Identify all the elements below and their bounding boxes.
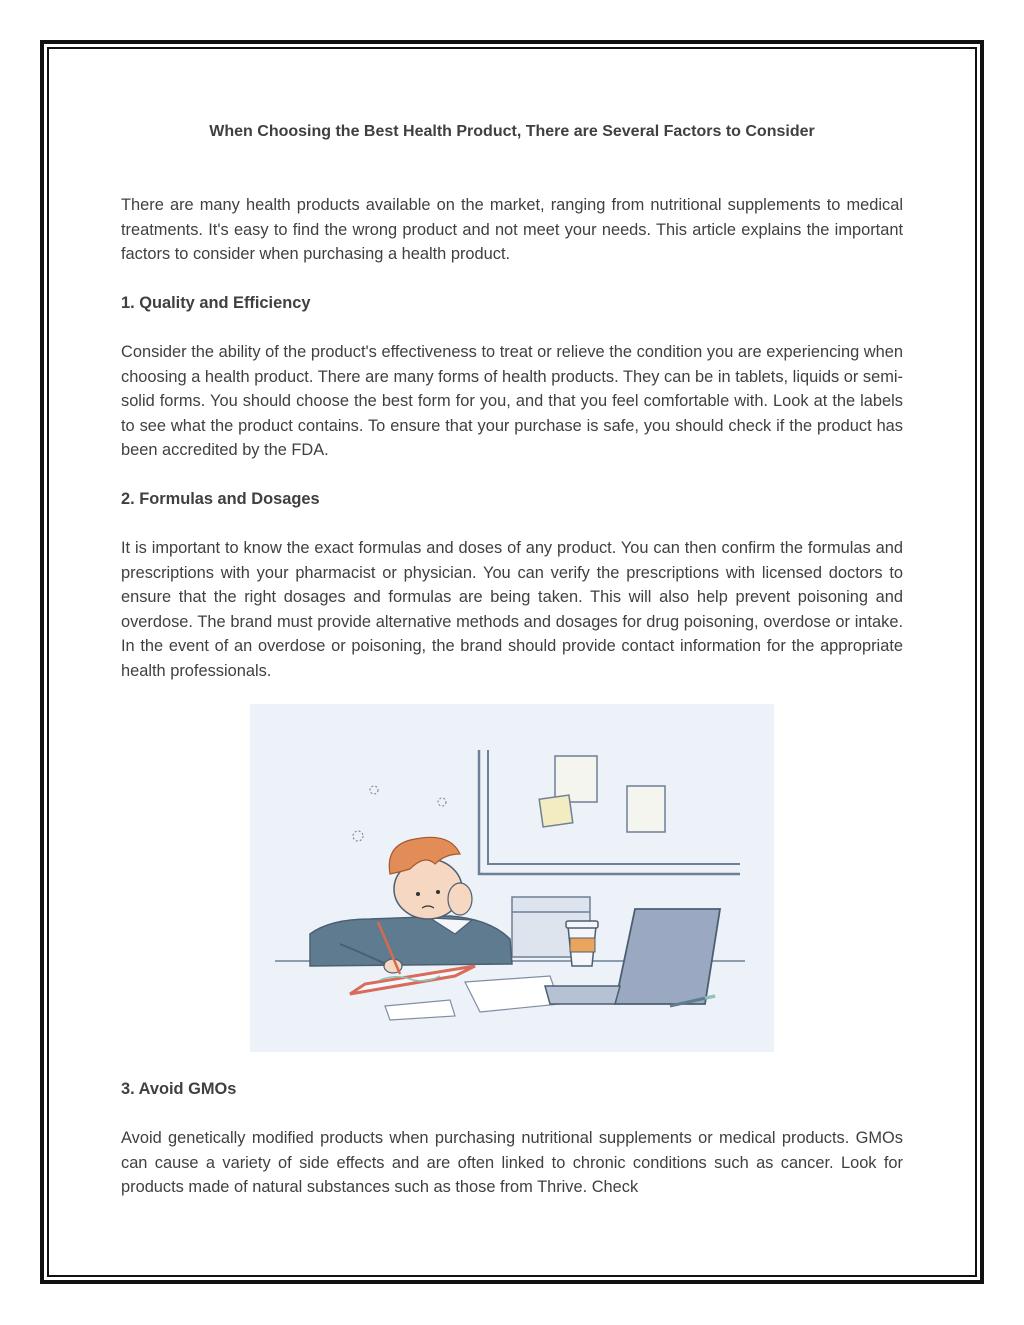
- section-heading-formulas: 2. Formulas and Dosages: [121, 490, 320, 508]
- document-content: [121, 120, 903, 683]
- document-title: When Choosing the Best Health Product, There are Several Factors to Consider: [209, 123, 815, 140]
- section-body-gmos: Avoid genetically modified products when purchasing nutritional supplements or medical products. GMOs can cause a variety of side effects and are often linked to chronic conditions such as cancer. Look for products made of natural substances such as those from Thrive. Check: [121, 1129, 903, 1196]
- tired-student-illustration: [250, 704, 774, 1052]
- section-heading-quality: 1. Quality and Efficiency: [121, 294, 311, 312]
- intro-paragraph: There are many health products available on the market, ranging from nutritional supplements to medical treatments. It's easy to find the wrong product and not meet your needs. This article explains the important factors to consider when purchasing a health product.: [121, 196, 903, 263]
- section-heading-gmos: 3. Avoid GMOs: [121, 1080, 237, 1098]
- section-body-formulas: It is important to know the exact formulas and doses of any product. You can then confirm the formulas and prescriptions with your pharmacist or physician. You can verify the prescriptions with licensed doctors to ensure that the right dosages and formulas are being taken. This will also help prevent poisoning and overdose. The brand must provide alternative methods and dosages for drug poisoning, overdose or intake. In the event of an overdose or poisoning, the brand should provide contact information for the appropriate health professionals.: [121, 539, 903, 680]
- document-content-lower: [121, 1077, 903, 1200]
- section-body-quality: Consider the ability of the product's effectiveness to treat or relieve the condition you are experiencing when choosing a health product. There are many forms of health products. They can be in tablets, liquids or semi-solid forms. You should choose the best form for you, and that you feel comfortable with. Look at the labels to see what the product contains. To ensure that your purchase is safe, you should check if the product has been accredited by the FDA.: [121, 343, 903, 459]
